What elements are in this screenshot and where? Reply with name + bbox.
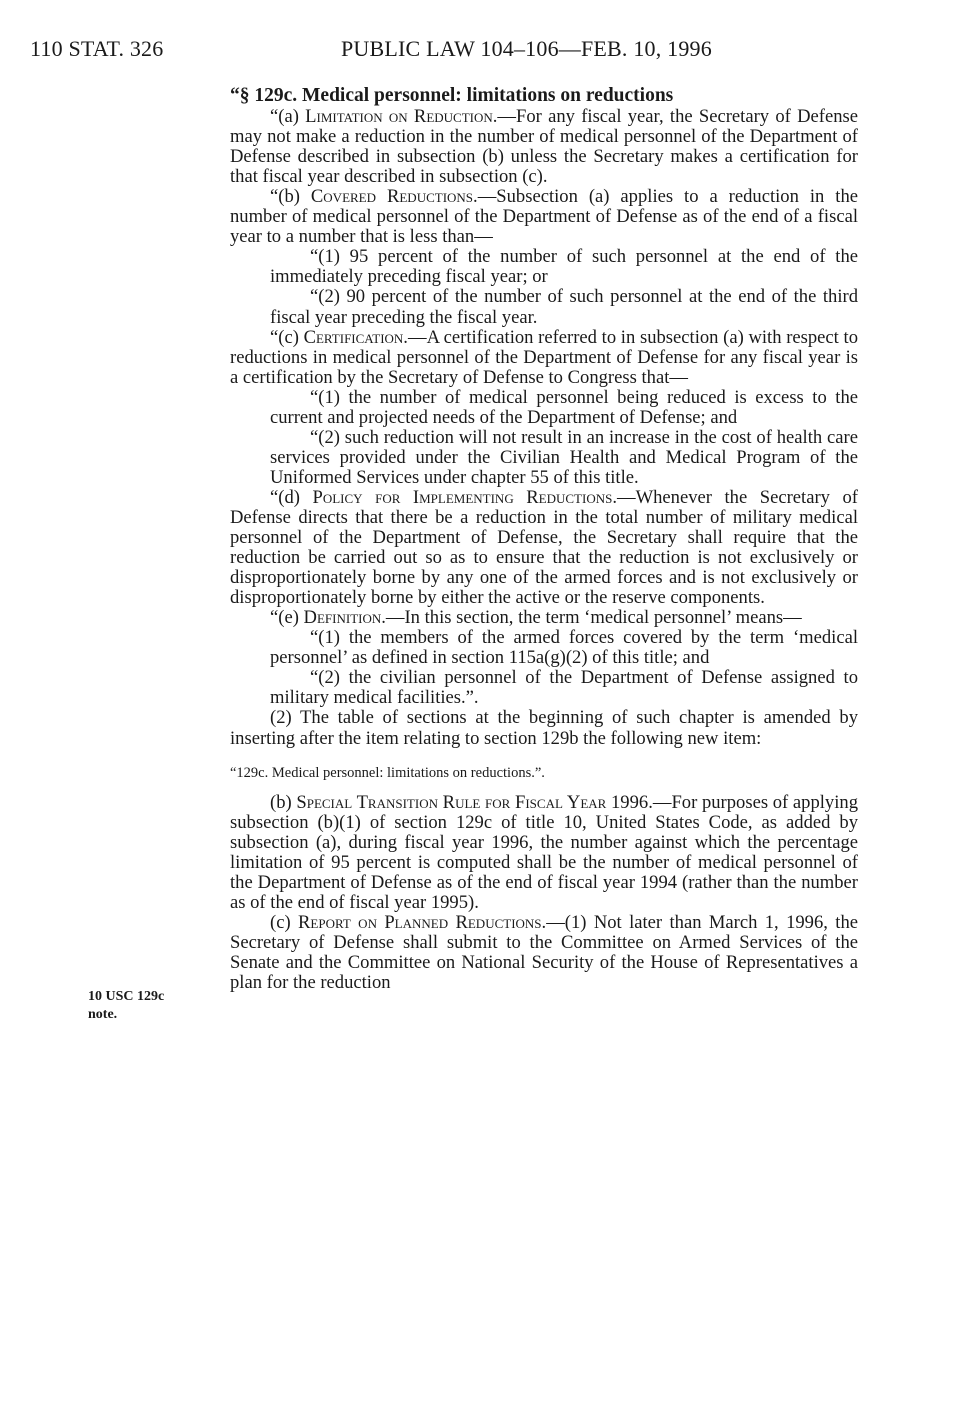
subsection-b-prefix: “(b) <box>270 186 311 208</box>
subsection-d-prefix: “(d) <box>270 486 313 508</box>
subsection-d-text: —Whenever the Secretary of Defense directs that there be a reduction in the total number of military medical personnel of the Department of Defense, the Secretary shall require that the reduction be carried out so as to ensure that the reduction is not exclusively or disproportionately borne by any one of the armed forces and is not exclusively or disproportionately borne by either the active or the reserve components. <box>230 486 858 609</box>
new-table-item: “129c. Medical personnel: limitations on reductions.”. <box>230 764 545 781</box>
report-on-planned-reductions <box>230 913 858 993</box>
document-body <box>230 86 858 993</box>
subsection-c-heading: Certification. <box>303 326 408 348</box>
subsection-e-item-2: “(2) the civilian personnel of the Department of Defense assigned to military medical facilities.”. <box>270 667 858 709</box>
public-law-citation: PUBLIC LAW 104–106—FEB. 10, 1996 <box>341 36 712 61</box>
subsection-b <box>230 187 858 247</box>
margin-note-label: note. <box>88 1007 118 1022</box>
stat-page-number: 110 STAT. 326 <box>30 36 164 61</box>
report-heading: Report on Planned Reductions. <box>298 911 547 933</box>
subsection-e-prefix: “(e) <box>270 607 304 629</box>
subsection-c-item-1: “(1) the number of medical personnel being reduced is excess to the current and projected needs of the Department of Defense; and <box>270 386 858 428</box>
special-rule-heading: Special Transition Rule for Fiscal Year 1996. <box>296 791 653 813</box>
special-transition-rule <box>230 793 858 913</box>
subsection-e-text: —In this section, the term ‘medical personnel’ means— <box>385 607 802 629</box>
subsection-c-text: —A certification referred to in subsection (a) with respect to reductions in medical personnel of the Department of Defense for any fiscal year is a certification by the Secretary of Defense to Congress that— <box>230 326 858 388</box>
report-prefix: (c) <box>270 911 299 933</box>
section-heading: “§ 129c. Medical personnel: limitations on reductions <box>230 85 674 106</box>
subsection-a-text: —For any fiscal year, the Secretary of Defense may not make a reduction in the number of medical personnel of the Department of Defense described in subsection (b) unless the Secretary makes a certification for that fiscal year described in subsection (c). <box>230 106 858 188</box>
report-text: —(1) Not later than March 1, 1996, the Secretary of Defense shall submit to the Committee on Armed Services of the Senate and the Committee on National Security of the House of Representatives a plan for the reduction <box>230 911 858 994</box>
subsection-d-heading: Policy for Implementing Reductions. <box>312 486 617 508</box>
subsection-a <box>230 107 858 187</box>
subsection-c-item-2: “(2) such reduction will not result in an increase in the cost of health care services provided under the Civilian Health and Medical Program of the Uniformed Services under chapter 55 of this title. <box>270 426 858 488</box>
subsection-e <box>230 608 858 628</box>
table-amendment: (2) The table of sections at the beginning of such chapter is amended by inserting after the item relating to section 129b the following new item: <box>230 707 858 749</box>
margin-note <box>88 988 208 1024</box>
subsection-d <box>230 488 858 608</box>
special-rule-prefix: (b) <box>270 791 297 813</box>
special-rule-text: —For purposes of applying subsection (b)(1) of section 129c of title 10, United States Code, as added by subsection (a), during fiscal year 1996, the number against which the percentage limitation of 95 percent is computed shall be the number of medical personnel of the Department of Defense as of the end of fiscal year 1994 (rather than the number as of the end of fiscal year 1995). <box>230 791 858 913</box>
subsection-e-item-1: “(1) the members of the armed forces covered by the term ‘medical personnel’ as defined in section 115a(g)(2) of this title; and <box>270 627 858 669</box>
subsection-e-heading: Definition. <box>303 607 386 629</box>
page-header <box>30 36 918 66</box>
margin-note-citation: 10 USC 129c <box>88 989 165 1004</box>
subsection-b-item-1: “(1) 95 percent of the number of such personnel at the end of the immediately preceding fiscal year; or <box>270 246 858 288</box>
subsection-b-item-2: “(2) 90 percent of the number of such personnel at the end of the third fiscal year preceding the fiscal year. <box>270 286 858 328</box>
subsection-c-prefix: “(c) <box>270 326 304 348</box>
subsection-c <box>230 328 858 388</box>
subsection-a-heading: Limitation on Reduction. <box>305 106 498 128</box>
subsection-a-prefix: “(a) <box>270 106 306 128</box>
subsection-b-heading: Covered Reductions. <box>310 186 478 208</box>
subsection-b-text: —Subsection (a) applies to a reduction in the number of medical personnel of the Department of Defense as of the end of a fiscal year to a number that is less than— <box>230 186 858 248</box>
